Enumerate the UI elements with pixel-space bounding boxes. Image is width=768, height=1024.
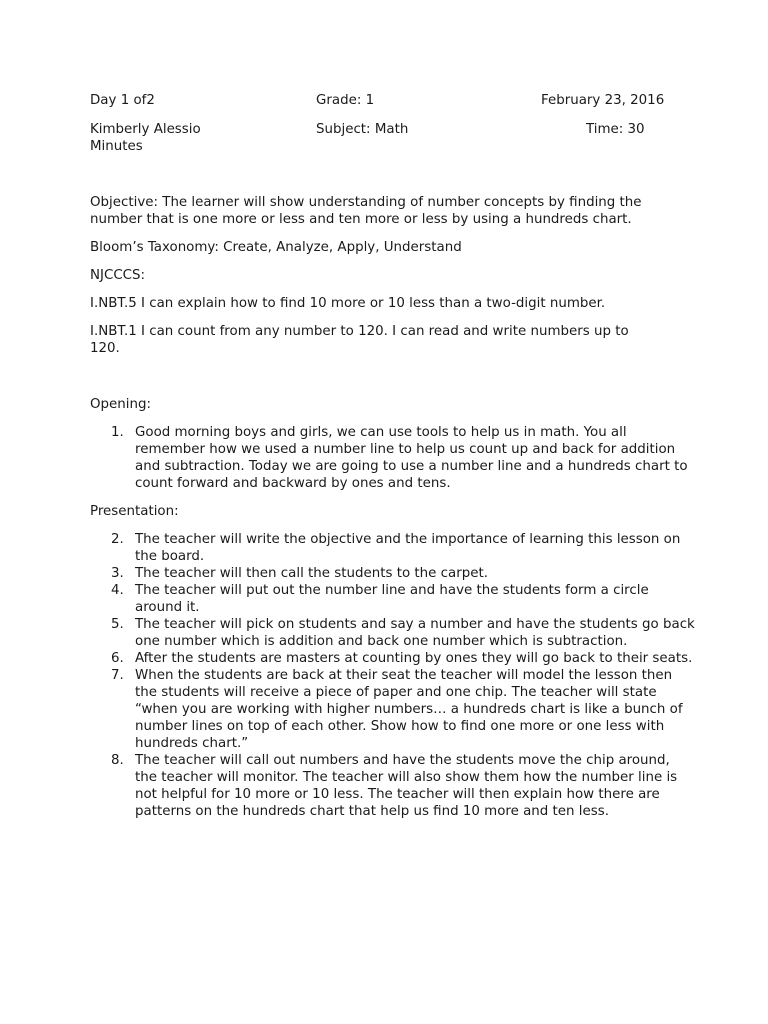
list-item	[90, 531, 695, 565]
list-number: 2.	[111, 532, 124, 547]
blooms-taxonomy: Bloom’s Taxonomy: Create, Analyze, Apply, Understand	[90, 240, 462, 255]
date-label: February 23, 2016	[541, 93, 665, 108]
presentation-list	[90, 531, 695, 820]
header-row-3	[90, 138, 690, 155]
list-text: The teacher will write the objective and the importance of learning this lesson on the board.	[135, 532, 681, 564]
time-label: Time: 30	[586, 122, 645, 137]
opening-list	[90, 424, 695, 492]
day-label: Day 1 of2	[90, 93, 155, 108]
objective: Objective: The learner will show understanding of number concepts by finding the number that is one more or less and ten more or less by using a hundreds chart.	[90, 195, 642, 227]
lesson-plan-document	[90, 92, 695, 820]
standard-nbt1: I.NBT.1 I can count from any number to 120. I can read and write numbers up to 120.	[90, 324, 629, 356]
list-item	[90, 752, 695, 820]
list-text: The teacher will pick on students and say a number and have the students go back one number which is addition and back one number which is subtraction.	[135, 617, 695, 649]
header-row-2	[90, 121, 690, 138]
list-item	[90, 582, 695, 616]
list-text: The teacher will then call the students to the carpet.	[135, 566, 488, 581]
list-number: 3.	[111, 566, 124, 581]
presentation-heading: Presentation:	[90, 504, 179, 519]
list-number: 4.	[111, 583, 124, 598]
list-text: The teacher will call out numbers and have the students move the chip around, the teacher will monitor. The teacher will also show them how the number line is not helpful for 10 more or 10 less. The teacher will then explain how there are patterns on the hundreds chart that help us find 10 more and ten less.	[135, 753, 678, 819]
list-number: 1.	[111, 425, 124, 440]
subject-label: Subject: Math	[316, 122, 409, 137]
list-number: 5.	[111, 617, 124, 632]
list-text: After the students are masters at counting by ones they will go back to their seats.	[135, 651, 693, 666]
list-number: 8.	[111, 753, 124, 768]
njcccs-label: NJCCCS:	[90, 268, 146, 283]
opening-heading: Opening:	[90, 397, 151, 412]
list-item	[90, 565, 695, 582]
grade-label: Grade: 1	[316, 93, 375, 108]
standard-nbt5: I.NBT.5 I can explain how to find 10 more or 10 less than a two-digit number.	[90, 296, 606, 311]
list-number: 7.	[111, 668, 124, 683]
header-row-1	[90, 92, 690, 109]
list-item	[90, 667, 695, 752]
list-number: 6.	[111, 651, 124, 666]
teacher-name: Kimberly Alessio	[90, 122, 201, 137]
list-text: Good morning boys and girls, we can use tools to help us in math. You all remember how we used a number line to help us count up and back for addition and subtraction. Today we are going to use a number line and a hundreds chart to count forward and backward by ones and tens.	[135, 425, 688, 491]
list-item	[90, 424, 695, 492]
time-unit: Minutes	[90, 139, 143, 154]
list-item	[90, 616, 695, 650]
list-text: When the students are back at their seat the teacher will model the lesson then the students will receive a piece of paper and one chip. The teacher will state “when you are working with higher numbers… a hundreds chart is like a bunch of number lines on top of each other. Show how to find one more or one less with hundreds chart.”	[135, 668, 683, 751]
list-item	[90, 650, 695, 667]
list-text: The teacher will put out the number line and have the students form a circle around it.	[135, 583, 649, 615]
